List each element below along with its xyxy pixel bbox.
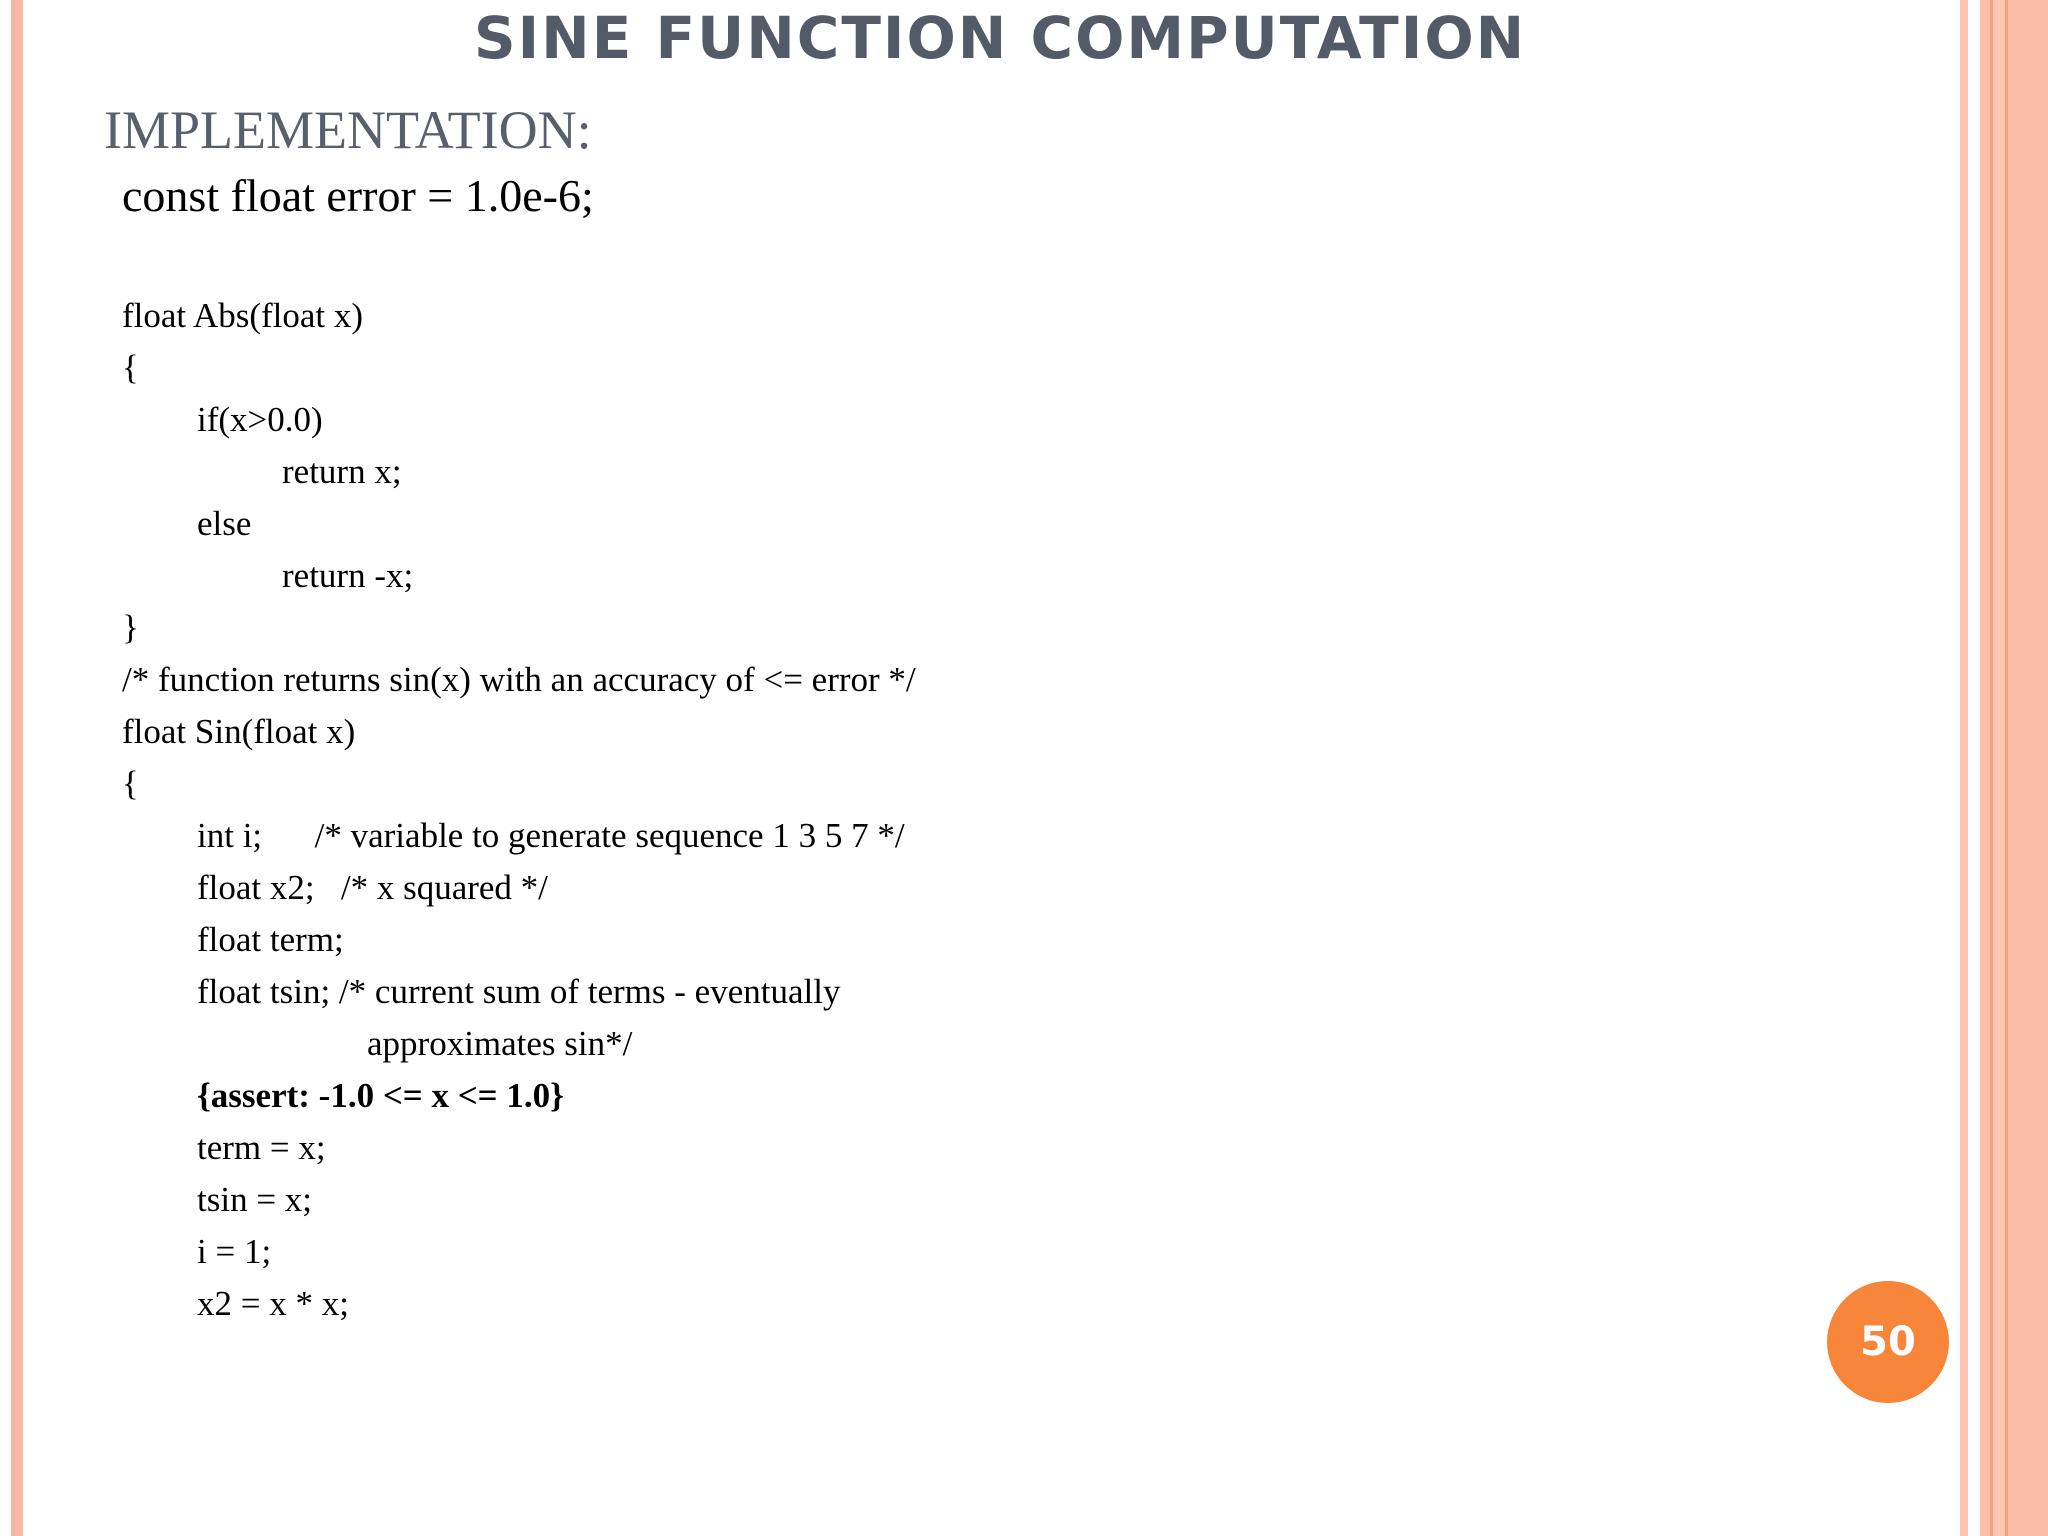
- stripe: [2008, 0, 2048, 1536]
- code-line: else: [197, 504, 252, 543]
- code-line: int i; /* variable to generate sequence 1 3 5 7 */: [197, 816, 905, 855]
- stripe: [1980, 0, 1990, 1536]
- code-block: [122, 290, 916, 1330]
- stripe: [1960, 0, 1968, 1536]
- code-line: return -x;: [282, 556, 414, 595]
- code-line: i = 1;: [197, 1232, 272, 1271]
- code-line: {: [122, 348, 139, 387]
- code-comment-line: /* function returns sin(x) with an accuracy of <= error */: [122, 660, 916, 699]
- right-decorative-stripes: [1960, 0, 2048, 1536]
- code-line: tsin = x;: [197, 1180, 313, 1219]
- code-line: x2 = x * x;: [197, 1284, 349, 1323]
- section-heading: IMPLEMENTATION:: [104, 100, 592, 160]
- code-line: return x;: [282, 452, 402, 491]
- code-line: float Sin(float x): [122, 712, 356, 751]
- code-line: float x2; /* x squared */: [197, 868, 548, 907]
- code-line: float tsin; /* current sum of terms - eventually: [197, 972, 841, 1011]
- code-line: {: [122, 764, 139, 803]
- page-number-badge: 50: [1827, 1281, 1949, 1403]
- code-line: float term;: [197, 920, 344, 959]
- stripe: [1993, 0, 2005, 1536]
- code-line: }: [122, 608, 139, 647]
- left-accent-border: [11, 0, 23, 1536]
- code-line: term = x;: [197, 1128, 326, 1167]
- assertion-line: {assert: -1.0 <= x <= 1.0}: [197, 1076, 564, 1115]
- code-line: float Abs(float x): [122, 296, 364, 335]
- code-line: approximates sin*/: [367, 1024, 633, 1063]
- slide-title: SINE FUNCTION COMPUTATION: [473, 4, 1527, 72]
- const-declaration: const float error = 1.0e-6;: [122, 170, 594, 221]
- code-line: if(x>0.0): [197, 400, 323, 439]
